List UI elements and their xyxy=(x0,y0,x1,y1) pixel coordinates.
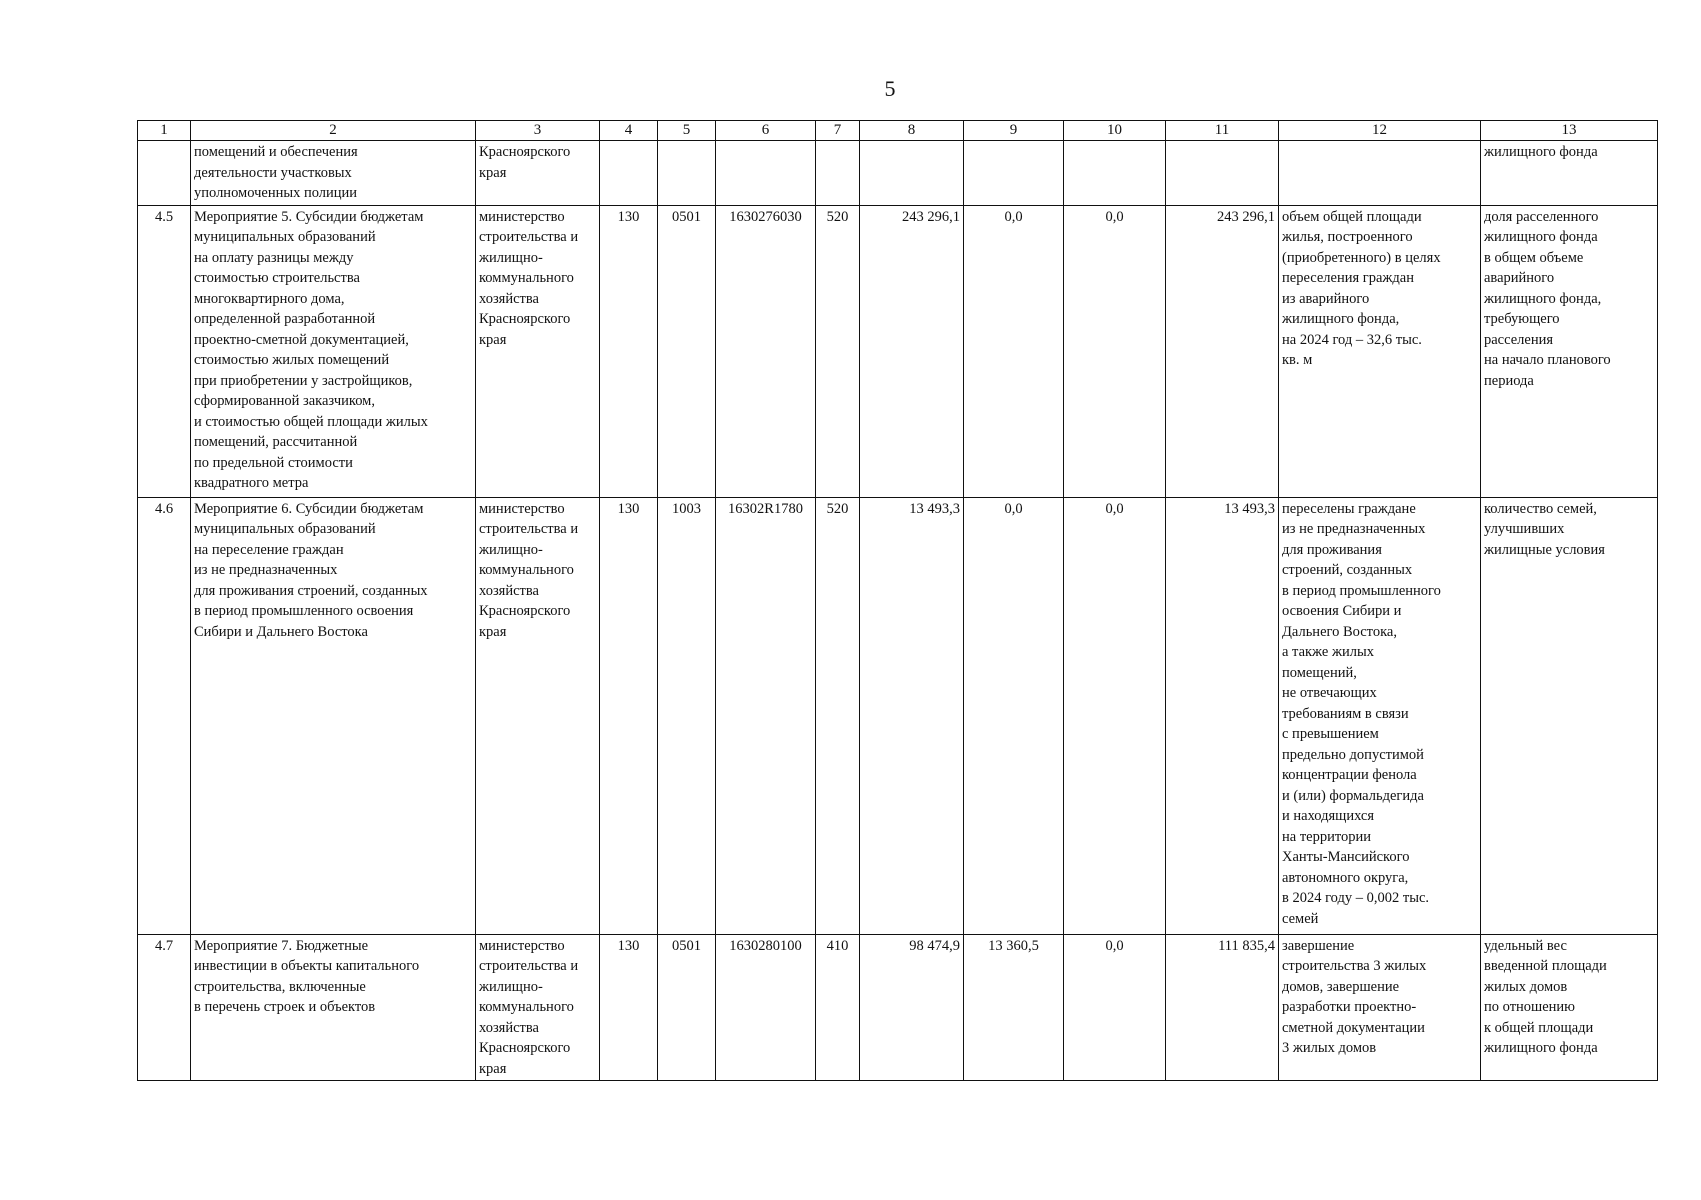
table-row xyxy=(138,141,1658,206)
amount-total xyxy=(1166,141,1279,206)
amount-year-3: 0,0 xyxy=(1064,205,1166,497)
amount-year-3: 0,0 xyxy=(1064,934,1166,1081)
expected-result xyxy=(1279,141,1481,206)
csr-code: 1630276030 xyxy=(716,205,816,497)
amount-year-1: 13 493,3 xyxy=(860,497,964,934)
vr-code: 520 xyxy=(816,497,860,934)
amount-total: 243 296,1 xyxy=(1166,205,1279,497)
column-header: 4 xyxy=(600,121,658,141)
column-header: 11 xyxy=(1166,121,1279,141)
amount-total: 13 493,3 xyxy=(1166,497,1279,934)
row-number: 4.5 xyxy=(138,205,191,497)
program-measures-table xyxy=(137,120,1658,1081)
column-number-row xyxy=(138,121,1658,141)
vr-code xyxy=(816,141,860,206)
expected-result: объем общей площади жилья, построенного (приобретенного) в целях переселения граждан из аварийного жилищного фонда, на 2024 год – 32,6 тыс. кв. м xyxy=(1279,205,1481,497)
column-header: 5 xyxy=(658,121,716,141)
measure-name: Мероприятие 7. Бюджетные инвестиции в объекты капитального строительства, включенные в перечень строек и объектов xyxy=(191,934,476,1081)
vr-code: 520 xyxy=(816,205,860,497)
column-header: 10 xyxy=(1064,121,1166,141)
target-indicator: удельный вес введенной площади жилых домов по отношению к общей площади жилищного фонда xyxy=(1481,934,1658,1081)
column-header: 2 xyxy=(191,121,476,141)
rzpr-code: 0501 xyxy=(658,934,716,1081)
column-header: 7 xyxy=(816,121,860,141)
row-number: 4.6 xyxy=(138,497,191,934)
csr-code xyxy=(716,141,816,206)
measure-name: Мероприятие 6. Субсидии бюджетам муниципальных образований на переселение граждан из не предназначенных для проживания строений, созданных в период промышленного освоения Сибири и Дальнего Востока xyxy=(191,497,476,934)
grbs-code: 130 xyxy=(600,934,658,1081)
executor: министерство строительства и жилищно- коммунального хозяйства Красноярского края xyxy=(476,205,600,497)
grbs-code: 130 xyxy=(600,497,658,934)
amount-year-1 xyxy=(860,141,964,206)
row-number xyxy=(138,141,191,206)
measure-name: Мероприятие 5. Субсидии бюджетам муниципальных образований на оплату разницы между стоимостью строительства многоквартирного дома, определенной разработанной проектно-сметной документацией, стоимостью жилых помещений при приобретении у застройщиков, сформированной заказчиком, и стоимостью общей площади жилых помещений, рассчитанной по предельной стоимости квадратного метра xyxy=(191,205,476,497)
table-row xyxy=(138,934,1658,1081)
amount-year-2: 0,0 xyxy=(964,497,1064,934)
table-row xyxy=(138,205,1658,497)
column-header: 3 xyxy=(476,121,600,141)
row-number: 4.7 xyxy=(138,934,191,1081)
csr-code: 1630280100 xyxy=(716,934,816,1081)
column-header: 13 xyxy=(1481,121,1658,141)
page-number: 5 xyxy=(884,76,896,101)
rzpr-code: 1003 xyxy=(658,497,716,934)
table-row xyxy=(138,497,1658,934)
amount-year-1: 98 474,9 xyxy=(860,934,964,1081)
column-header: 12 xyxy=(1279,121,1481,141)
rzpr-code xyxy=(658,141,716,206)
expected-result: переселены граждане из не предназначенных для проживания строений, созданных в период промышленного освоения Сибири и Дальнего Востока, а также жилых помещений, не отвечающих требованиям в связи с превышением предельно допустимой концентрации фенола и (или) формальдегида и находящихся на территории Ханты-Мансийского автономного округа, в 2024 году – 0,002 тыс. семей xyxy=(1279,497,1481,934)
csr-code: 16302R1780 xyxy=(716,497,816,934)
vr-code: 410 xyxy=(816,934,860,1081)
measure-name: помещений и обеспечения деятельности участковых уполномоченных полиции xyxy=(191,141,476,206)
target-indicator: жилищного фонда xyxy=(1481,141,1658,206)
expected-result: завершение строительства 3 жилых домов, завершение разработки проектно- сметной документации 3 жилых домов xyxy=(1279,934,1481,1081)
grbs-code xyxy=(600,141,658,206)
target-indicator: доля расселенного жилищного фонда в общем объеме аварийного жилищного фонда, требующего расселения на начало планового периода xyxy=(1481,205,1658,497)
column-header: 1 xyxy=(138,121,191,141)
amount-year-2: 0,0 xyxy=(964,205,1064,497)
amount-total: 111 835,4 xyxy=(1166,934,1279,1081)
executor: Красноярского края xyxy=(476,141,600,206)
column-header: 6 xyxy=(716,121,816,141)
rzpr-code: 0501 xyxy=(658,205,716,497)
target-indicator: количество семей, улучшивших жилищные условия xyxy=(1481,497,1658,934)
amount-year-3 xyxy=(1064,141,1166,206)
amount-year-2 xyxy=(964,141,1064,206)
column-header: 8 xyxy=(860,121,964,141)
executor: министерство строительства и жилищно- коммунального хозяйства Красноярского края xyxy=(476,934,600,1081)
grbs-code: 130 xyxy=(600,205,658,497)
amount-year-2: 13 360,5 xyxy=(964,934,1064,1081)
column-header: 9 xyxy=(964,121,1064,141)
amount-year-1: 243 296,1 xyxy=(860,205,964,497)
amount-year-3: 0,0 xyxy=(1064,497,1166,934)
executor: министерство строительства и жилищно- коммунального хозяйства Красноярского края xyxy=(476,497,600,934)
